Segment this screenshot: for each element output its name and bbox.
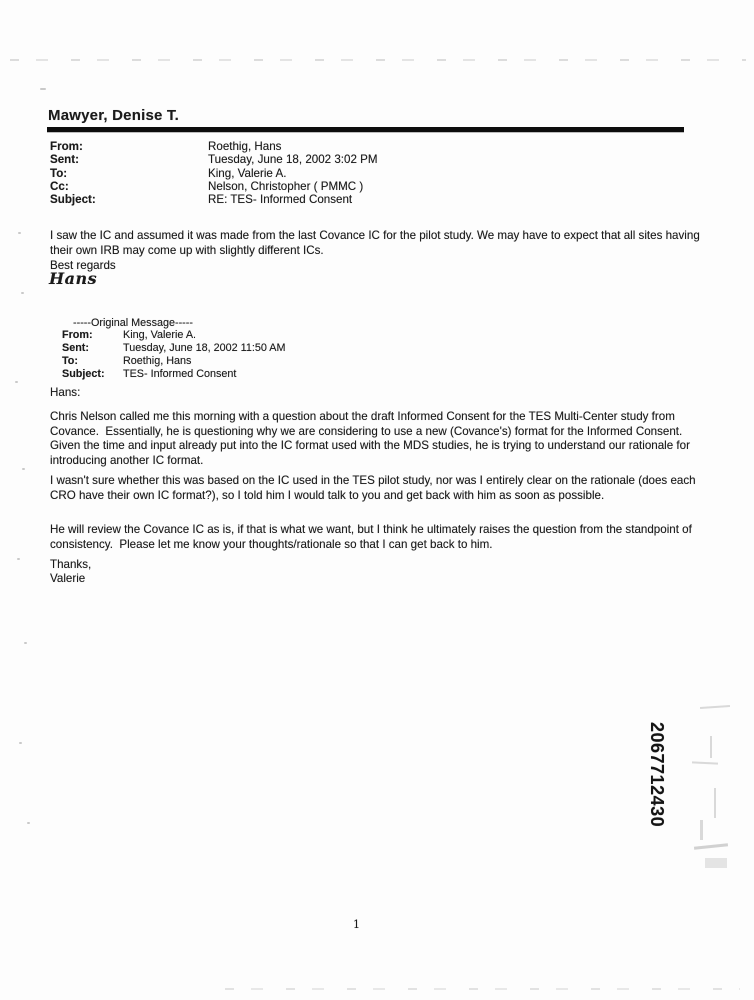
quoted-header-row bbox=[62, 342, 285, 355]
email-header-row bbox=[50, 193, 378, 206]
scan-smudge bbox=[705, 858, 727, 868]
quoted-closing: Thanks, bbox=[50, 558, 92, 571]
email-header-block bbox=[50, 140, 378, 206]
quoted-header-row bbox=[62, 368, 285, 381]
scan-speck bbox=[24, 642, 27, 644]
scan-speck bbox=[18, 232, 21, 234]
email-header-row bbox=[50, 180, 378, 193]
quoted-signature: Valerie bbox=[50, 572, 86, 585]
header-value: Roethig, Hans bbox=[208, 140, 282, 153]
quoted-salutation: Hans: bbox=[50, 386, 81, 399]
header-value: King, Valerie A. bbox=[123, 329, 197, 341]
original-message-separator: -----Original Message----- bbox=[73, 317, 193, 329]
header-value: Tuesday, June 18, 2002 11:50 AM bbox=[123, 341, 286, 354]
header-value: King, Valerie A. bbox=[208, 166, 287, 180]
scan-smudge bbox=[700, 820, 703, 840]
header-label: To: bbox=[62, 354, 78, 367]
scan-speck bbox=[22, 468, 25, 470]
header-label: From: bbox=[62, 329, 93, 341]
quoted-paragraph: He will review the Covance IC as is, if that is what we want, but I think he ultimately raises the question from the standpoint of consistency. Please let me know your thoughts/rationale so that I can get back to him. bbox=[50, 523, 696, 551]
header-label: Subject: bbox=[62, 367, 105, 380]
quoted-paragraph: Chris Nelson called me this morning with a question about the draft Informed Consent for the TES Multi-Center study from Covance. Essentially, he is questioning why we are considering to use a new (Covance's) format for the Informed Consent. Given the time and input already put into the IC format used with the MDS studies, he is trying to understand our rationale for introducing another IC format. bbox=[50, 410, 694, 467]
page-number: 1 bbox=[353, 918, 360, 931]
scan-smudge bbox=[714, 788, 716, 818]
scan-artifact-bottom-line bbox=[225, 988, 740, 990]
scan-speck bbox=[27, 822, 30, 824]
bates-number-stamp: 2067712430 bbox=[647, 722, 667, 828]
header-label: Sent: bbox=[50, 153, 79, 167]
header-label: To: bbox=[50, 166, 68, 180]
quoted-header-row bbox=[62, 355, 285, 368]
header-label: Sent: bbox=[62, 341, 89, 354]
quoted-header-row bbox=[62, 329, 285, 342]
header-value: TES- Informed Consent bbox=[123, 367, 237, 380]
header-value: Nelson, Christopher ( PMMC ) bbox=[208, 179, 364, 193]
scan-speck bbox=[21, 292, 24, 294]
scan-speck bbox=[40, 88, 46, 90]
header-value: Tuesday, June 18, 2002 3:02 PM bbox=[208, 153, 378, 167]
handwritten-style-signature: Hans bbox=[49, 269, 98, 288]
header-rule bbox=[47, 127, 684, 132]
header-value: Roethig, Hans bbox=[123, 354, 192, 367]
header-label: Subject: bbox=[50, 193, 96, 207]
scan-speck bbox=[17, 558, 20, 560]
email-header-row bbox=[50, 153, 378, 166]
email-body-paragraph: I saw the IC and assumed it was made from the last Covance IC for the pilot study. We may have to expect that all sites having their own IRB may come up with slightly different ICs. bbox=[50, 229, 704, 257]
header-label: Cc: bbox=[50, 179, 69, 193]
email-header-row bbox=[50, 167, 378, 180]
quoted-header-block bbox=[62, 329, 285, 381]
email-header-row bbox=[50, 140, 378, 153]
header-value: RE: TES- Informed Consent bbox=[208, 193, 353, 207]
email-closing: Best regards bbox=[50, 259, 116, 272]
scan-smudge bbox=[692, 761, 718, 764]
scan-artifact-top-line bbox=[10, 59, 746, 61]
quoted-paragraph: I wasn't sure whether this was based on the IC used in the TES pilot study, nor was I entirely clear on the rationale (does each CRO have their own IC format?), so I told him I would talk to you and get back with him as soon as possible. bbox=[50, 474, 699, 502]
header-label: From: bbox=[50, 140, 83, 153]
recipient-name: Mawyer, Denise T. bbox=[48, 107, 179, 124]
scan-smudge bbox=[700, 705, 730, 709]
scan-smudge bbox=[694, 843, 728, 850]
scan-speck bbox=[15, 381, 18, 383]
scan-speck bbox=[19, 742, 22, 744]
scan-smudge bbox=[710, 736, 712, 758]
